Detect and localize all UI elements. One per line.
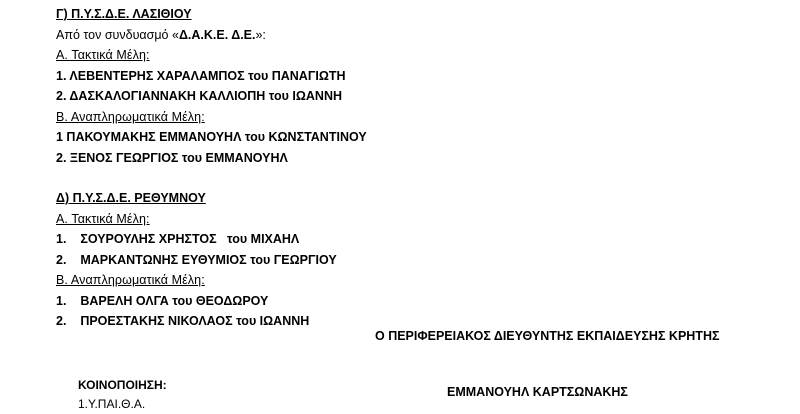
- list-item: 2. ΠΡΟΕΣΤΑΚΗΣ ΝΙΚΟΛΑΟΣ του ΙΩΑΝΝΗ: [56, 314, 310, 328]
- group-label-regular-rethymnou: Α. Τακτικά Μέλη:: [56, 211, 150, 226]
- intro-suffix: »:: [255, 27, 266, 42]
- notification-item: 1.Υ.ΠΑΙ.Θ.Α.: [78, 397, 146, 411]
- intro-prefix: Από τον συνδυασμό «: [56, 27, 179, 42]
- document-body: [56, 4, 756, 332]
- list-item: 2. ΞΕΝΟΣ ΓΕΩΡΓΙΟΣ του ΕΜΜΑΝΟΥΗΛ: [56, 150, 288, 165]
- signature-title: Ο ΠΕΡΙΦΕΡΕΙΑΚΟΣ ΔΙΕΥΘΥΝΤΗΣ ΕΚΠΑΙΔΕΥΣΗΣ ΚΡΗΤΗΣ: [375, 329, 720, 343]
- section-spacer: [56, 168, 756, 188]
- notification-block: [78, 376, 167, 414]
- list-item: 1. ΣΟΥΡΟΥΛΗΣ ΧΡΗΣΤΟΣ του ΜΙΧΑΗΛ: [56, 232, 300, 246]
- section-intro-lasithiou: [56, 25, 756, 46]
- notification-title: ΚΟΙΝΟΠΟΙΗΣΗ:: [78, 378, 167, 392]
- list-item: 2. ΔΑΣΚΑΛΟΓΙΑΝΝΑΚΗ ΚΑΛΛΙΟΠΗ του ΙΩΑΝΝΗ: [56, 89, 343, 103]
- list-item: 1 ΠΑΚΟΥΜΑΚΗΣ ΕΜΜΑΝΟΥΗΛ του ΚΩΝΣΤΑΝΤΙΝΟΥ: [56, 130, 367, 144]
- intro-party-name: Δ.Α.Κ.Ε. Δ.Ε.: [178, 27, 256, 42]
- list-item: 2. ΜΑΡΚΑΝΤΩΝΗΣ ΕΥΘΥΜΙΟΣ του ΓΕΩΡΓΙΟΥ: [56, 252, 337, 267]
- list-item: 1. ΒΑΡΕΛΗ ΟΛΓΑ του ΘΕΟΔΩΡΟΥ: [56, 293, 269, 308]
- group-label-substitute-lasithiou: Β. Αναπληρωματικά Μέλη:: [56, 109, 205, 124]
- list-item: 1. ΛΕΒΕΝΤΕΡΗΣ ΧΑΡΑΛΑΜΠΟΣ του ΠΑΝΑΓΙΩΤΗ: [56, 68, 346, 83]
- group-label-regular-lasithiou: Α. Τακτικά Μέλη:: [56, 48, 150, 62]
- section-heading-rethymnou: Δ) Π.Υ.Σ.Δ.Ε. ΡΕΘΥΜΝΟΥ: [56, 191, 206, 205]
- group-label-substitute-rethymnou: Β. Αναπληρωματικά Μέλη:: [56, 273, 205, 287]
- section-heading-lasithiou: Γ) Π.Υ.Σ.Δ.Ε. ΛΑΣΙΘΙΟΥ: [56, 7, 192, 21]
- signature-name: ΕΜΜΑΝΟΥΗΛ ΚΑΡΤΣΩΝΑΚΗΣ: [447, 385, 628, 399]
